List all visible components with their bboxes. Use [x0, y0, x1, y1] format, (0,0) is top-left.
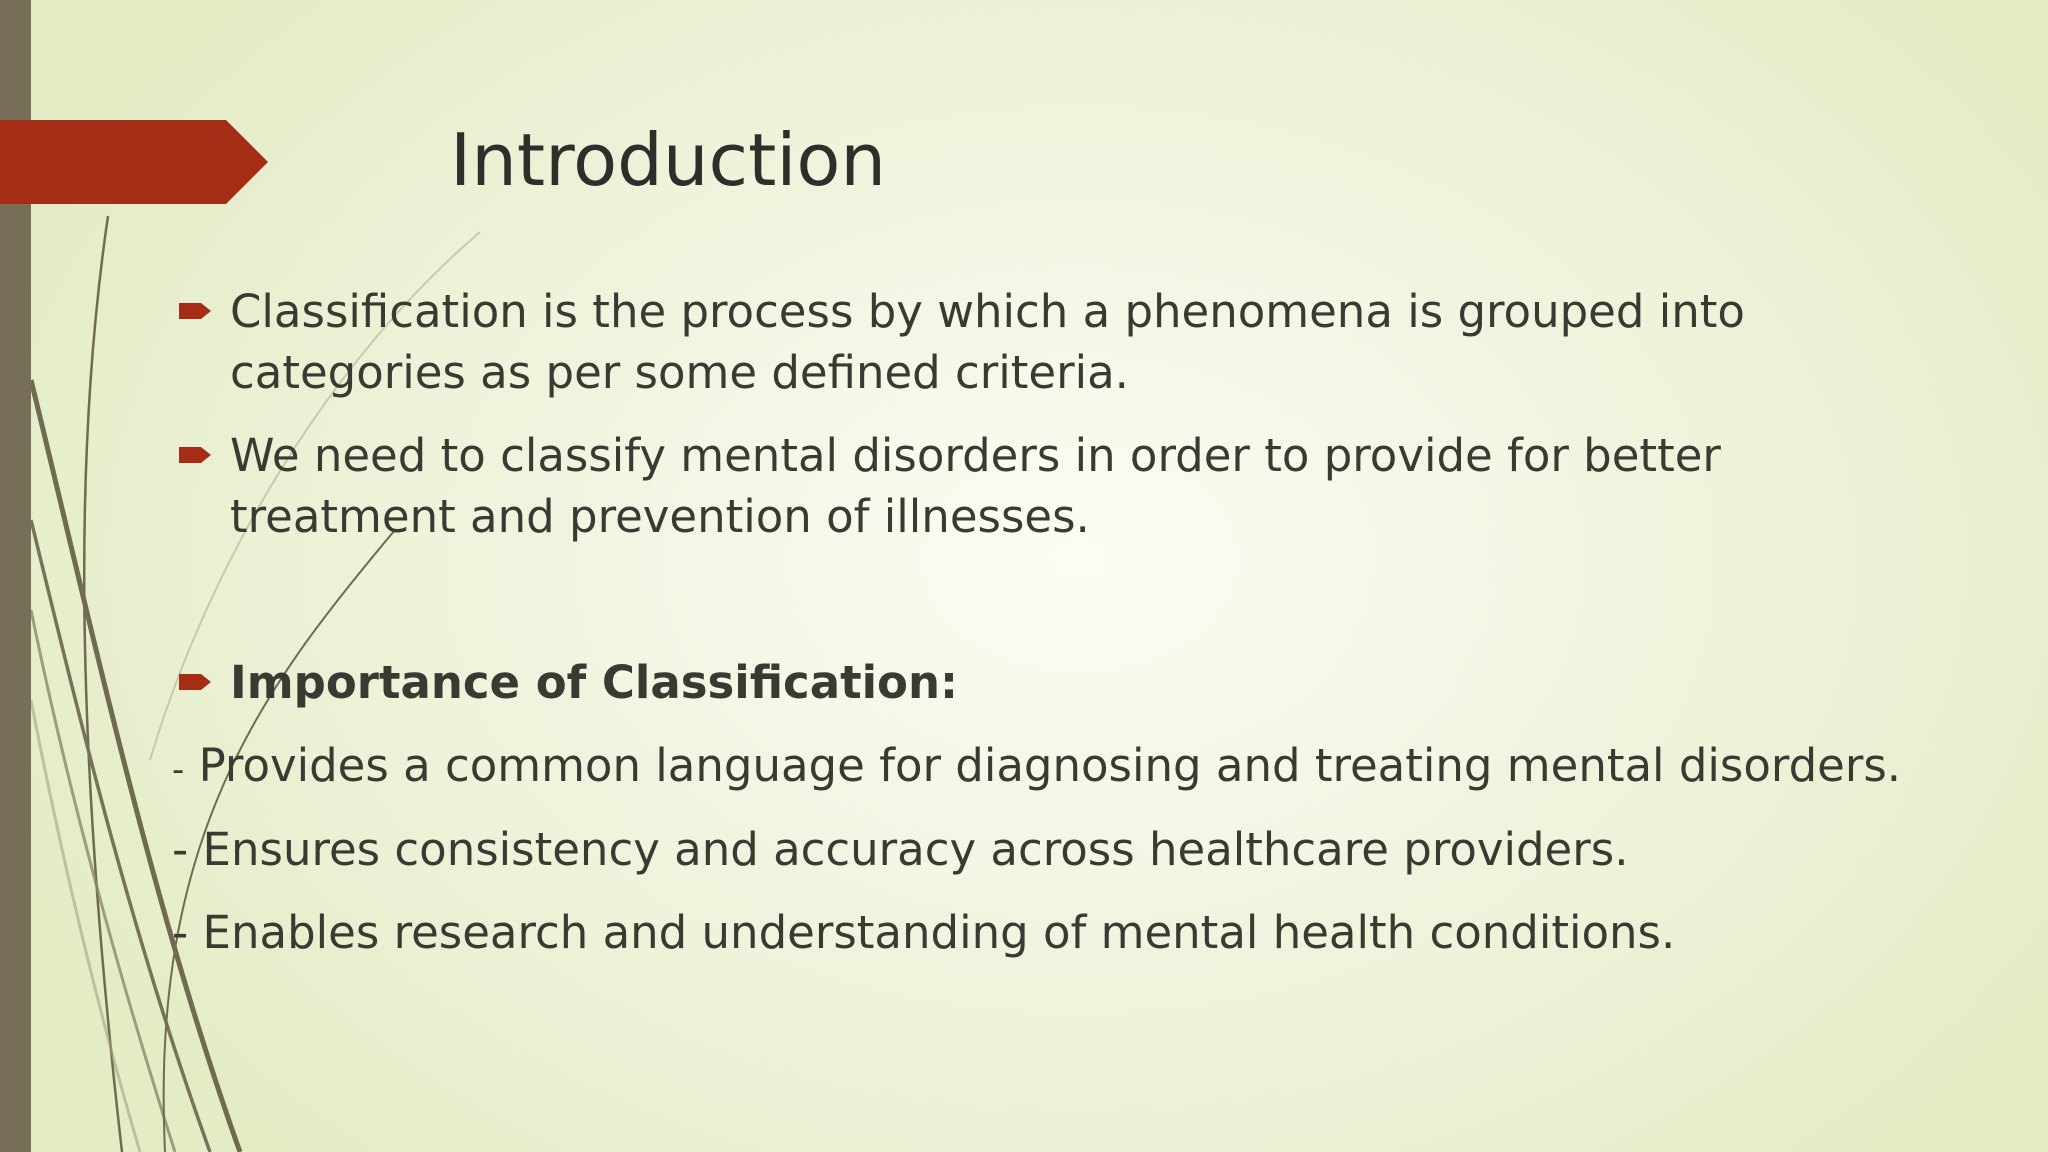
section-heading: Importance of Classification: — [230, 656, 958, 709]
dash-list-item — [172, 819, 1629, 880]
bullet-text: We need to classify mental disorders in order to provide for better treatment and prevention of illnesses. — [230, 429, 1721, 543]
slide-title: Introduction — [450, 118, 887, 202]
bullet-item — [176, 425, 1796, 547]
dash-marker: - — [172, 750, 185, 790]
arrow-banner-icon — [0, 120, 268, 204]
bullet-item — [176, 281, 1796, 403]
arrow-bullet-icon — [176, 670, 214, 694]
dash-list-item — [172, 735, 1901, 801]
dash-marker: - — [172, 823, 189, 876]
bullet-item-heading — [176, 652, 1796, 713]
dash-list-text: Enables research and understanding of mental health conditions. — [188, 906, 1676, 959]
dash-list-text: Ensures consistency and accuracy across healthcare providers. — [188, 823, 1629, 876]
dash-marker: - — [172, 906, 189, 959]
arrow-bullet-icon — [176, 299, 214, 323]
dash-list-text: Provides a common language for diagnosing and treating mental disorders. — [184, 739, 1902, 792]
dash-list-item — [172, 902, 1675, 963]
bullet-text: Classification is the process by which a phenomena is grouped into categories as per some defined criteria. — [230, 285, 1745, 399]
arrow-bullet-icon — [176, 443, 214, 467]
